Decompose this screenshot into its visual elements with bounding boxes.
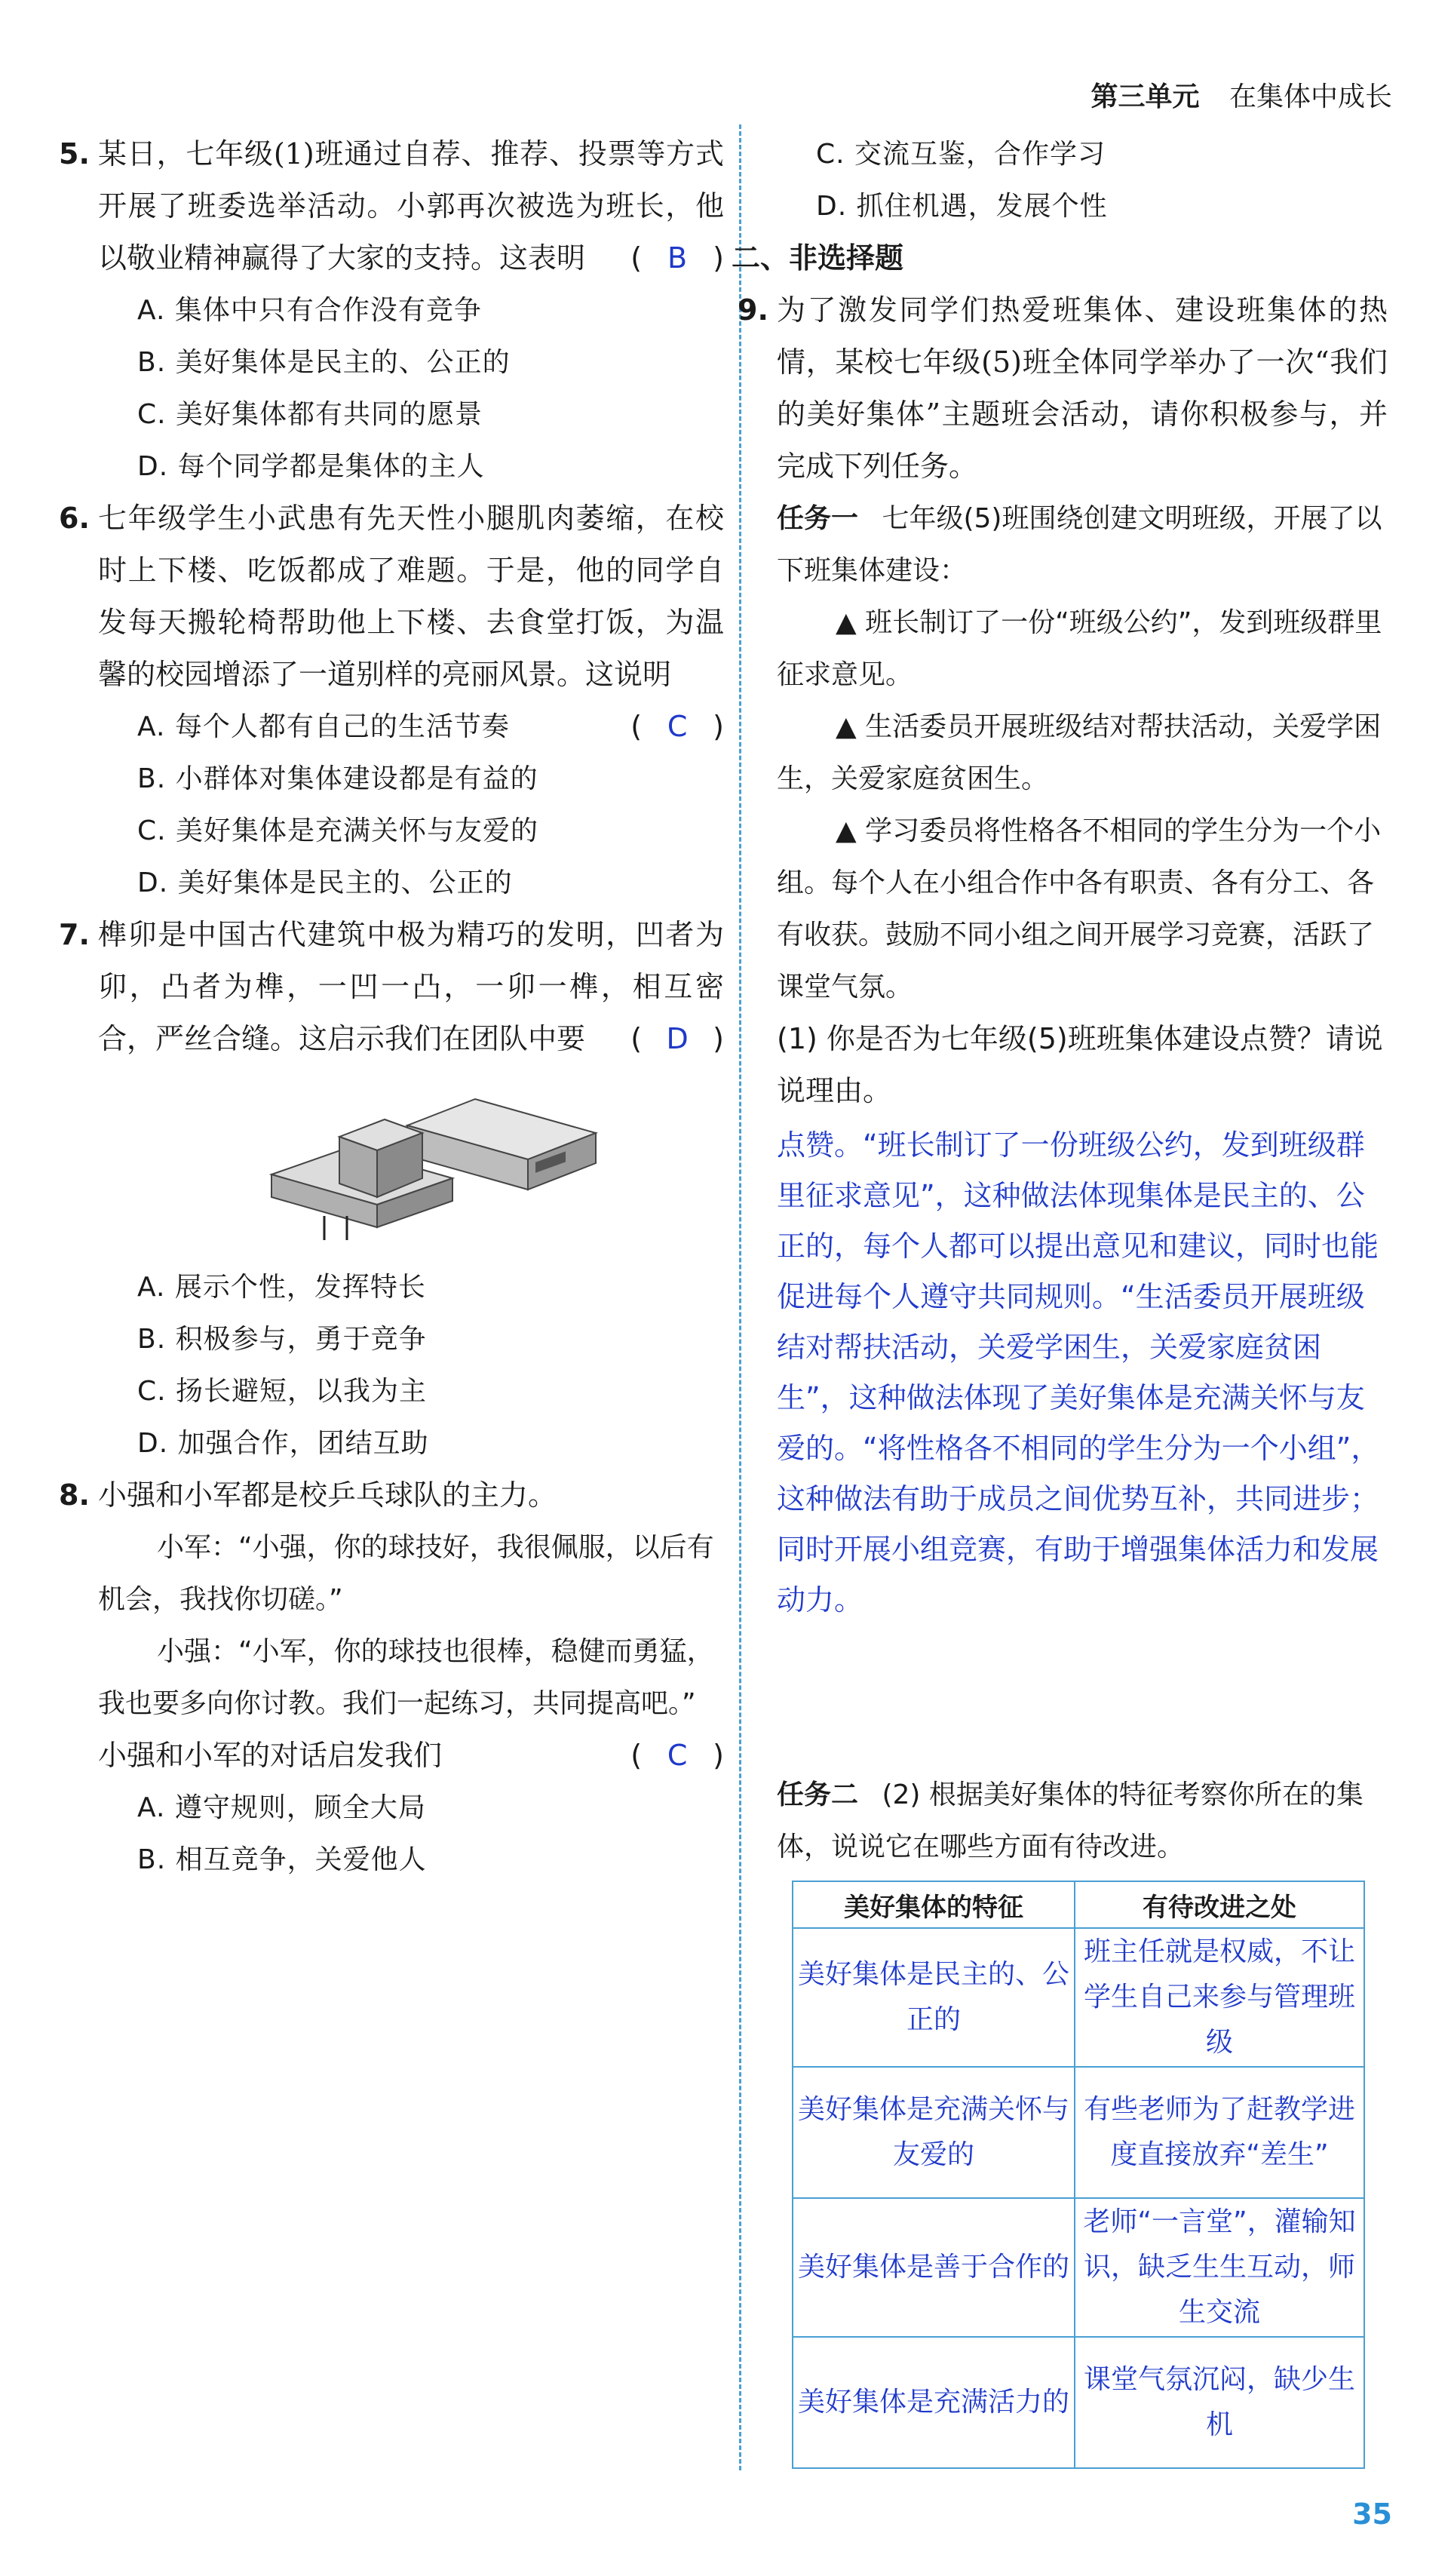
option: B. 美好集体是民主的、公正的	[137, 347, 511, 378]
sub-question-1: (1) 你是否为七年级(5)班班集体建设点赞？请说说理由。	[777, 1022, 1383, 1107]
option: D. 美好集体是民主的、公正的	[137, 867, 513, 898]
page-number: 35	[1352, 2498, 1392, 2531]
option: C. 美好集体是充满关怀与友爱的	[137, 815, 539, 846]
option: C. 美好集体都有共同的愿景	[137, 399, 483, 430]
table-row	[793, 1928, 1364, 2067]
unit-label: 第三单元	[1090, 81, 1200, 112]
mortise-tenon-figure	[98, 1065, 724, 1246]
question-8-stem	[98, 1730, 724, 1782]
option: B. 积极参与，勇于竞争	[137, 1324, 427, 1355]
task-title: 任务二	[777, 1779, 859, 1810]
task-title: 任务一	[777, 503, 859, 534]
question-text: 七年级学生小武患有先天性小腿肌肉萎缩，在校时上下楼、吃饭都成了难题。于是，他的同学自发每天搬轮椅帮助他上下楼、去食堂打饭，为温馨的校园增添了一道别样的亮丽风景。这说明	[98, 502, 724, 691]
task-two	[777, 1769, 1388, 1873]
question-8	[59, 1469, 724, 1521]
answer-bracket: ( D )	[630, 1013, 724, 1065]
task-item: ▲ 班长制订了一份“班级公约”，发到班级群里征求意见。	[777, 607, 1382, 690]
option: D. 加强合作，团结互助	[137, 1428, 429, 1459]
task-item: ▲ 生活委员开展班级结对帮扶活动，关爱学困生，关爱家庭贫困生。	[777, 711, 1382, 794]
task-item: ▲ 学习委员将性格各不相同的学生分为一个小组。每个人在小组合作中各有职责、各有分工、各有收获。鼓励不同小组之间开展学习竞赛，活跃了课堂气氛。	[777, 815, 1382, 1002]
table-row	[793, 2067, 1364, 2198]
option: A. 遵守规则，顾全大局	[137, 1792, 426, 1823]
question-7	[59, 909, 724, 1065]
feature-cell: 美好集体是民主的、公正的	[793, 1928, 1075, 2067]
question-stem: 小强和小军的对话启发我们	[98, 1739, 443, 1772]
dialogue-paragraph: 小强：“小军，你的球技也很棒，稳健而勇猛，我也要多向你讨教。我们一起练习，共同提高吧。”	[98, 1636, 714, 1719]
answer-bracket: ( B )	[630, 232, 724, 284]
question-number: 6.	[59, 502, 90, 535]
answer-value: B	[667, 241, 688, 275]
right-column	[732, 128, 1388, 2469]
feature-cell: 美好集体是充满活力的	[793, 2337, 1075, 2468]
feature-cell: 美好集体是善于合作的	[793, 2198, 1075, 2337]
table-row	[793, 2198, 1364, 2337]
mortise-tenon-illustration	[98, 1065, 724, 1246]
option: A. 集体中只有合作没有竞争	[137, 295, 482, 326]
improvement-cell: 课堂气氛沉闷，缺少生机	[1075, 2337, 1364, 2468]
feature-cell: 美好集体是充满关怀与友爱的	[793, 2067, 1075, 2198]
page-header	[1091, 75, 1392, 114]
question-5	[59, 128, 724, 284]
question-text: 某日，七年级(1)班通过自荐、推荐、投票等方式开展了班委选举活动。小郭再次被选为班长，他以敬业精神赢得了大家的支持。这表明	[98, 137, 724, 275]
option: A. 展示个性，发挥特长	[137, 1272, 426, 1303]
task-text: (2) 根据美好集体的特征考察你所在的集体，说说它在哪些方面有待改进。	[777, 1779, 1364, 1862]
feature-table	[792, 1881, 1365, 2469]
improvement-cell: 有些老师为了赶教学进度直接放弃“差生”	[1075, 2067, 1364, 2198]
table-header-row	[793, 1881, 1364, 1928]
option: D. 抓住机遇，发展个性	[816, 191, 1108, 222]
question-text: 小强和小军都是校乒乓球队的主力。	[98, 1478, 557, 1512]
question-text: 为了激发同学们热爱班集体、建设班集体的热情，某校七年级(5)班全体同学举办了一次“我们的美好集体”主题班会活动，请你积极参与，并完成下列任务。	[777, 293, 1388, 483]
question-text: 榫卯是中国古代建筑中极为精巧的发明，凹者为卯，凸者为榫，一凹一凸，一卯一榫，相互密合，严丝合缝。这启示我们在团队中要	[98, 918, 724, 1055]
table-header: 有待改进之处	[1075, 1881, 1364, 1928]
left-column	[59, 128, 724, 1886]
question-number: 7.	[59, 918, 90, 951]
section-heading: 二、非选择题	[732, 241, 904, 275]
answer-bracket: ( C )	[630, 701, 724, 753]
task-text: 七年级(5)班围绕创建文明班级，开展了以下班集体建设：	[777, 503, 1382, 586]
option: D. 每个同学都是集体的主人	[137, 451, 485, 482]
dialogue-paragraph: 小军：“小强，你的球技好，我很佩服，以后有机会，我找你切磋。”	[98, 1532, 714, 1615]
question-number: 9.	[738, 293, 768, 327]
answer-value: D	[666, 1022, 689, 1055]
option: C. 扬长避短，以我为主	[137, 1376, 428, 1407]
option: B. 小群体对集体建设都是有益的	[137, 763, 538, 794]
option: C. 交流互鉴，合作学习	[816, 139, 1106, 170]
option: B. 相互竞争，关爱他人	[137, 1844, 427, 1875]
improvement-cell: 班主任就是权威，不让学生自己来参与管理班级	[1075, 1928, 1364, 2067]
answer-bracket: ( C )	[630, 1730, 724, 1782]
improvement-cell: 老师“一言堂”，灌输知识，缺乏生生互动，师生交流	[1075, 2198, 1364, 2337]
answer-value: C	[667, 1739, 688, 1772]
answer-1: 点赞。“班长制订了一份班级公约，发到班级群里征求意见”，这种做法体现集体是民主的、公正的，每个人都可以提出意见和建议，同时也能促进每个人遵守共同规则。“生活委员开展班级结对帮扶活动，关爱学困生，关爱家庭贫困生”，这种做法体现了美好集体是充满关怀与友爱的。“将性格各不相同的学生分为一个小组”，这种做法有助于成员之间优势互补，共同进步；同时开展小组竞赛，有助于增强集体活力和发展动力。	[777, 1128, 1380, 1617]
task-one	[777, 493, 1388, 597]
table-row	[793, 2337, 1364, 2468]
question-number: 5.	[59, 137, 90, 170]
option: A. 每个人都有自己的生活节奏	[137, 711, 510, 742]
question-number: 8.	[59, 1478, 90, 1512]
answer-value: C	[667, 710, 688, 743]
column-divider	[739, 124, 741, 2470]
unit-title: 在集体中成长	[1229, 81, 1392, 112]
table-header: 美好集体的特征	[793, 1881, 1075, 1928]
question-9	[738, 284, 1388, 493]
